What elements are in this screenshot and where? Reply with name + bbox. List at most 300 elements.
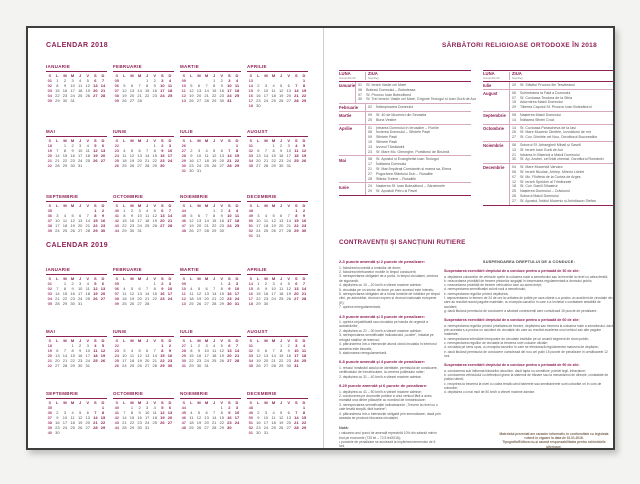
day-cell: 19 (278, 419, 284, 425)
day-cell: 13 (196, 87, 202, 93)
weekday-label: V (153, 202, 157, 208)
weekday-label: M (204, 137, 209, 143)
day-cell: 28 (144, 300, 150, 306)
week-row (46, 301, 107, 306)
holiday-day: 23 (368, 149, 372, 154)
weekday-label: D (101, 137, 105, 143)
day-cell: 14 (204, 87, 209, 93)
day-cell: 25 (167, 92, 173, 98)
day-cell: 31 (286, 162, 291, 168)
weekday-label: V (153, 275, 157, 281)
day-cell: 14 (144, 152, 150, 158)
weekday-label: L (190, 137, 193, 143)
day-cell: 30 (167, 362, 173, 368)
weekday-label: S (115, 137, 119, 143)
week-row (46, 98, 107, 103)
weekday-label: S (249, 202, 253, 208)
day-cell: 19 (189, 92, 194, 98)
week-number: 49 (248, 409, 254, 415)
holiday-entries (509, 125, 613, 141)
weekday-label: M (271, 399, 276, 405)
day-cell: 10 (167, 285, 173, 291)
weekday-label: J (79, 202, 82, 208)
day-cell: 20 (278, 222, 284, 228)
day-cell: 17 (263, 419, 269, 425)
day-cell: 28 (100, 92, 106, 98)
day-cell: 13 (204, 290, 209, 296)
column-month-sublabel: Hónap/Month (339, 75, 356, 80)
day-cell: 25 (70, 424, 75, 430)
day-cell: 13 (100, 147, 106, 153)
day-cell: 24 (85, 357, 90, 363)
holiday-entries (509, 164, 613, 204)
day-cell: 25 (204, 162, 209, 168)
day-cell: 3 (71, 77, 74, 83)
day-cell: 27 (85, 424, 90, 430)
day-cell: 30 (70, 300, 75, 306)
weekday-label: D (302, 137, 306, 143)
calendar-2019-title: CALENDAR 2019 (46, 242, 108, 249)
holiday-day: 01 (358, 83, 363, 87)
day-cell (99, 163, 107, 168)
day-cell: 1 (146, 77, 149, 83)
week-number: 09 (181, 77, 187, 83)
day-cell (293, 103, 301, 108)
day-cell: 8 (130, 409, 134, 415)
month-aprilie (247, 267, 308, 329)
day-cell: 19 (301, 152, 307, 158)
day-cell: 25 (85, 295, 90, 301)
day-cell: 21 (144, 295, 150, 301)
weekday-label: V (153, 137, 157, 143)
day-cell: 8 (190, 347, 193, 353)
month-name: AUGUST (247, 329, 308, 337)
weekday-label: L (190, 275, 193, 281)
day-cell: 29 (211, 97, 217, 103)
day-cell: 23 (55, 424, 60, 430)
holiday-name: Sf. Mare Mucenic Dimitrie, Izvorâtorul de mir (520, 130, 591, 135)
day-cell: 6 (197, 212, 201, 218)
day-cell: 3 (205, 342, 208, 348)
day-cell: 3 (56, 212, 59, 218)
weekday-label: S (295, 137, 298, 143)
weekday-label: S (94, 202, 97, 208)
weekday-label: S (249, 399, 253, 405)
day-cell (300, 301, 308, 306)
week-number: 43 (114, 222, 120, 228)
day-cell: 20 (196, 92, 202, 98)
weekday-label: S (161, 275, 164, 281)
day-cell: 15 (271, 152, 276, 158)
day-cell: 13 (286, 87, 291, 93)
day-cell: 1 (302, 404, 306, 410)
holidays-table-header (339, 70, 471, 82)
day-cell: 19 (77, 419, 83, 425)
day-cell: 23 (256, 97, 261, 103)
month-iulie (180, 129, 241, 194)
day-cell: 3 (168, 142, 172, 148)
day-cell: 25 (85, 157, 90, 163)
day-cell: 13 (85, 414, 90, 420)
month-name: OCTOMBRIE (113, 391, 174, 399)
day-cell: 12 (129, 290, 135, 296)
day-cell: 19 (152, 217, 157, 223)
day-cell: 15 (62, 290, 68, 296)
week-number: 34 (248, 157, 254, 163)
week-number: 16 (248, 92, 254, 98)
week-number: 44 (114, 424, 120, 430)
day-cell: 26 (219, 357, 224, 363)
weekday-label: V (220, 275, 224, 281)
traffic-penalties-column (339, 259, 441, 449)
week-number: 30 (181, 357, 187, 363)
day-cell: 7 (56, 285, 59, 291)
holiday-entries (365, 183, 471, 195)
day-cell: 12 (100, 347, 106, 353)
day-cell: 25 (271, 97, 276, 103)
month-iunie (113, 329, 174, 391)
weekday-label: V (86, 275, 90, 281)
holiday-day: 28 (368, 176, 372, 181)
day-cell (159, 98, 167, 103)
day-cell: 6 (168, 404, 172, 410)
month-name: SEPTEMBRIE (46, 391, 107, 399)
weekday-label: J (280, 72, 283, 78)
day-cell: 25 (189, 424, 194, 430)
day-cell: 1 (63, 142, 67, 148)
holiday-name: Sf. Apostoli Petru și Pavel (376, 189, 418, 194)
day-cell: 6 (138, 285, 141, 291)
weekday-label: S (115, 72, 119, 78)
day-cell (210, 363, 218, 368)
day-cell: 4 (86, 280, 89, 286)
day-cell: 4 (190, 285, 193, 291)
day-cell: 28 (55, 162, 60, 168)
day-cell: 5 (161, 404, 164, 410)
column-day-label: ZIUA (512, 71, 522, 76)
day-cell: 25 (62, 227, 68, 233)
day-cell: 27 (204, 424, 209, 430)
day-cell: 20 (219, 157, 224, 163)
day-cell: 28 (85, 227, 90, 233)
day-cell: 19 (122, 92, 127, 98)
day-cell: 12 (196, 414, 202, 420)
week-number: 08 (114, 92, 120, 98)
day-cell: 30 (62, 97, 68, 103)
day-cell: 14 (286, 217, 291, 223)
day-cell: 18 (122, 157, 127, 163)
day-cell: 14 (137, 87, 142, 93)
day-cell: 29 (93, 227, 98, 233)
weekday-label: L (123, 72, 126, 78)
day-cell: 6 (56, 347, 59, 353)
weekday-label: S (228, 137, 231, 143)
day-cell (277, 430, 285, 435)
day-cell: 12 (219, 347, 224, 353)
day-cell: 14 (211, 290, 217, 296)
day-cell: 16 (189, 157, 194, 163)
day-cell: 3 (86, 342, 89, 348)
day-cell: 17 (204, 352, 209, 358)
day-cell: 4 (79, 77, 82, 83)
day-cell: 6 (287, 82, 290, 88)
day-cell: 20 (129, 92, 135, 98)
day-cell: 22 (219, 419, 224, 425)
day-cell: 22 (211, 222, 217, 228)
day-cell: 20 (167, 414, 173, 420)
weekday-label: V (86, 202, 90, 208)
month-name: MARTIE (180, 267, 241, 275)
day-cell: 9 (101, 212, 105, 218)
weekday-label: V (287, 337, 291, 343)
week-number: 50 (248, 217, 254, 223)
day-cell: 24 (77, 295, 83, 301)
weekday-label: M (271, 337, 276, 343)
day-cell: 9 (153, 82, 156, 88)
day-cell: 1 (153, 142, 156, 148)
day-cell (233, 168, 241, 173)
week-number: 38 (47, 222, 53, 228)
day-cell (92, 430, 100, 435)
day-cell: 13 (227, 347, 232, 353)
weekday-label: M (197, 275, 201, 281)
day-cell: 25 (129, 362, 135, 368)
day-cell: 16 (129, 217, 135, 223)
day-cell: 12 (286, 285, 291, 291)
day-cell: 28 (122, 424, 127, 430)
day-cell (166, 228, 174, 233)
week-number: 19 (47, 147, 53, 153)
month-august (247, 329, 308, 391)
day-cell: 20 (100, 152, 106, 158)
month-name: OCTOMBRIE (113, 194, 174, 202)
month-noiembrie (180, 194, 241, 259)
holiday-month-name: Noiembrie (483, 143, 504, 149)
day-cell: 17 (286, 152, 291, 158)
day-cell: 4 (146, 207, 149, 213)
day-cell: 6 (101, 280, 105, 286)
weekday-label: S (115, 399, 119, 405)
day-cell: 11 (234, 212, 240, 218)
day-cell: 10 (55, 217, 60, 223)
day-cell: 9 (161, 147, 164, 153)
day-cell: 17 (167, 290, 173, 296)
day-cell: 15 (211, 217, 217, 223)
day-cell: 17 (234, 290, 240, 296)
holiday-name: Sf. Prooroc Ioan Botezătorul (366, 92, 412, 97)
day-cell: 28 (144, 162, 150, 168)
day-cell: 15 (211, 87, 217, 93)
holiday-day: 24 (368, 184, 372, 189)
day-cell: 2 (190, 147, 193, 153)
week-number: 23 (114, 347, 120, 353)
column-month-label: LUNA (483, 71, 495, 76)
week-row (180, 168, 241, 173)
day-cell (151, 425, 159, 430)
holiday-name: Nașterea Domnului – Crăciunul (520, 189, 570, 194)
weekday-label: V (220, 337, 224, 343)
day-cell: 26 (211, 162, 217, 168)
penalty-item: 3. nerespectarea semnificației indicatorului „ocolire”, instalat pe refugiul stațiilor de tramvai; (339, 333, 434, 342)
penalty-item: 1. oprirea nejustificată sau circulația pe banda de urgență a autostrăzilor; (339, 320, 428, 329)
day-cell: 11 (189, 414, 194, 420)
week-number: 04 (47, 92, 53, 98)
day-cell: 9 (56, 414, 59, 420)
holiday-entries (509, 112, 613, 124)
weekday-label: S (228, 72, 231, 78)
column-month-header (483, 72, 509, 80)
weekday-label: S (94, 337, 97, 343)
week-number: 09 (181, 280, 187, 286)
day-cell: 8 (71, 347, 74, 353)
day-cell: 16 (227, 414, 232, 420)
holiday-month-name: August (483, 90, 498, 96)
week-number: 40 (47, 430, 53, 436)
day-cell: 3 (235, 280, 239, 286)
week-row (113, 228, 174, 233)
weekday-label: M (130, 275, 134, 281)
weekday-label: V (86, 399, 90, 405)
day-cell: 4 (235, 77, 239, 83)
day-cell: 8 (56, 82, 59, 88)
weekday-label: V (287, 72, 291, 78)
week-row (113, 163, 174, 168)
day-cell: 11 (271, 414, 276, 420)
day-cell: 7 (123, 409, 126, 415)
day-cell: 3 (235, 404, 239, 410)
weekday-label: M (63, 337, 67, 343)
day-cell: 20 (137, 157, 142, 163)
day-cell: 31 (196, 168, 202, 174)
holiday-day: 14 (512, 125, 516, 130)
holiday-day: 12 (512, 179, 516, 184)
holiday-month-name: Septembrie (483, 113, 506, 119)
weekday-label: L (190, 399, 193, 405)
weekday-label: V (287, 202, 291, 208)
weekday-label: M (137, 399, 142, 405)
weekday-label: J (280, 399, 283, 405)
day-cell: 18 (85, 152, 90, 158)
holiday-month-name: Martie (339, 113, 352, 119)
week-number: 12 (181, 295, 187, 301)
day-cell: 19 (93, 152, 98, 158)
day-cell (76, 430, 84, 435)
day-cell: 3 (168, 280, 172, 286)
penalty-item: 2. depășirea cu 31 – 40 km/h a vitezei maxime admise. (339, 374, 422, 379)
day-cell: 15 (301, 414, 307, 420)
day-cell: 13 (160, 212, 165, 218)
day-cell: 4 (272, 409, 275, 415)
day-cell: 11 (129, 352, 135, 358)
weekday-label: S (182, 72, 186, 78)
day-cell: 23 (152, 92, 157, 98)
weekday-label: S (161, 399, 164, 405)
suspension-item: a. conducerea sub influența băuturilor alcoolice, dacă fapta nu constituie, potrivit legii, infracțiune; (444, 368, 586, 373)
day-cell: 11 (70, 414, 75, 420)
day-cell: 15 (70, 352, 75, 358)
day-cell: 30 (100, 227, 106, 233)
day-cell: 26 (196, 300, 202, 306)
day-cell: 7 (138, 82, 141, 88)
day-cell: 6 (94, 77, 97, 83)
weekday-label: L (190, 72, 193, 78)
weekday-label: V (86, 72, 90, 78)
day-cell: 10 (167, 147, 173, 153)
weekday-label: J (79, 275, 82, 281)
day-cell: 3 (79, 142, 82, 148)
weekday-label: M (130, 337, 134, 343)
holiday-entries (365, 112, 471, 124)
week-number: 40 (114, 207, 120, 213)
day-cell: 10 (294, 347, 299, 353)
day-cell: 7 (272, 347, 275, 353)
month-aprilie (247, 64, 308, 129)
week-number: 07 (114, 290, 120, 296)
suspension-item: d. circulația pe sens opus, cu excepția cazurilor în care se efectuează regulamentar manevra de depășire; (444, 345, 599, 350)
day-cell: 7 (205, 212, 208, 218)
day-cell: 17 (77, 152, 83, 158)
day-cell: 17 (160, 87, 165, 93)
weekday-label: D (302, 275, 306, 281)
day-cell: 5 (153, 207, 156, 213)
day-cell: 31 (263, 430, 269, 436)
day-cell (285, 103, 293, 108)
week-number: 47 (181, 419, 187, 425)
holiday-month-row (339, 82, 476, 104)
day-cell: 10 (263, 87, 269, 93)
day-cell: 3 (161, 77, 164, 83)
day-cell (285, 430, 293, 435)
weekday-label: S (48, 137, 52, 143)
weekday-label: M (197, 137, 201, 143)
day-cell: 12 (189, 87, 194, 93)
day-cell: 11 (85, 147, 90, 153)
day-cell: 26 (196, 424, 202, 430)
holiday-name: Sf. Ierarh Spiridon al Trimitundei (520, 179, 572, 184)
week-number: 25 (114, 357, 120, 363)
weekday-label: M (204, 202, 209, 208)
week-number: 27 (181, 342, 187, 348)
week-number: 13 (248, 77, 254, 83)
week-row (247, 163, 308, 168)
day-cell: 24 (160, 92, 165, 98)
day-cell: 9 (257, 414, 260, 420)
day-cell: 5 (190, 82, 193, 88)
day-cell: 2 (71, 280, 74, 286)
weekday-label: D (168, 275, 172, 281)
week-number: 38 (47, 419, 53, 425)
day-cell: 9 (79, 347, 82, 353)
weekday-label: D (302, 337, 306, 343)
day-cell: 23 (301, 222, 307, 228)
day-cell: 4 (153, 404, 156, 410)
day-cell: 16 (301, 217, 307, 223)
day-cell: 12 (77, 414, 83, 420)
holiday-name: Sfintele Paști (376, 135, 397, 140)
day-cell: 13 (129, 87, 135, 93)
weekday-label: L (190, 202, 193, 208)
day-cell: 10 (234, 285, 240, 291)
day-cell: 4 (264, 212, 268, 218)
day-cell: 9 (302, 212, 306, 218)
day-cell: 8 (235, 147, 239, 153)
day-cell: 26 (256, 362, 261, 368)
day-cell: 12 (278, 87, 284, 93)
day-cell (99, 430, 107, 435)
day-cell: 31 (294, 362, 299, 368)
holiday-name: Sf. Ierarh Vasile cel Mare (366, 83, 407, 87)
day-cell: 16 (219, 87, 224, 93)
